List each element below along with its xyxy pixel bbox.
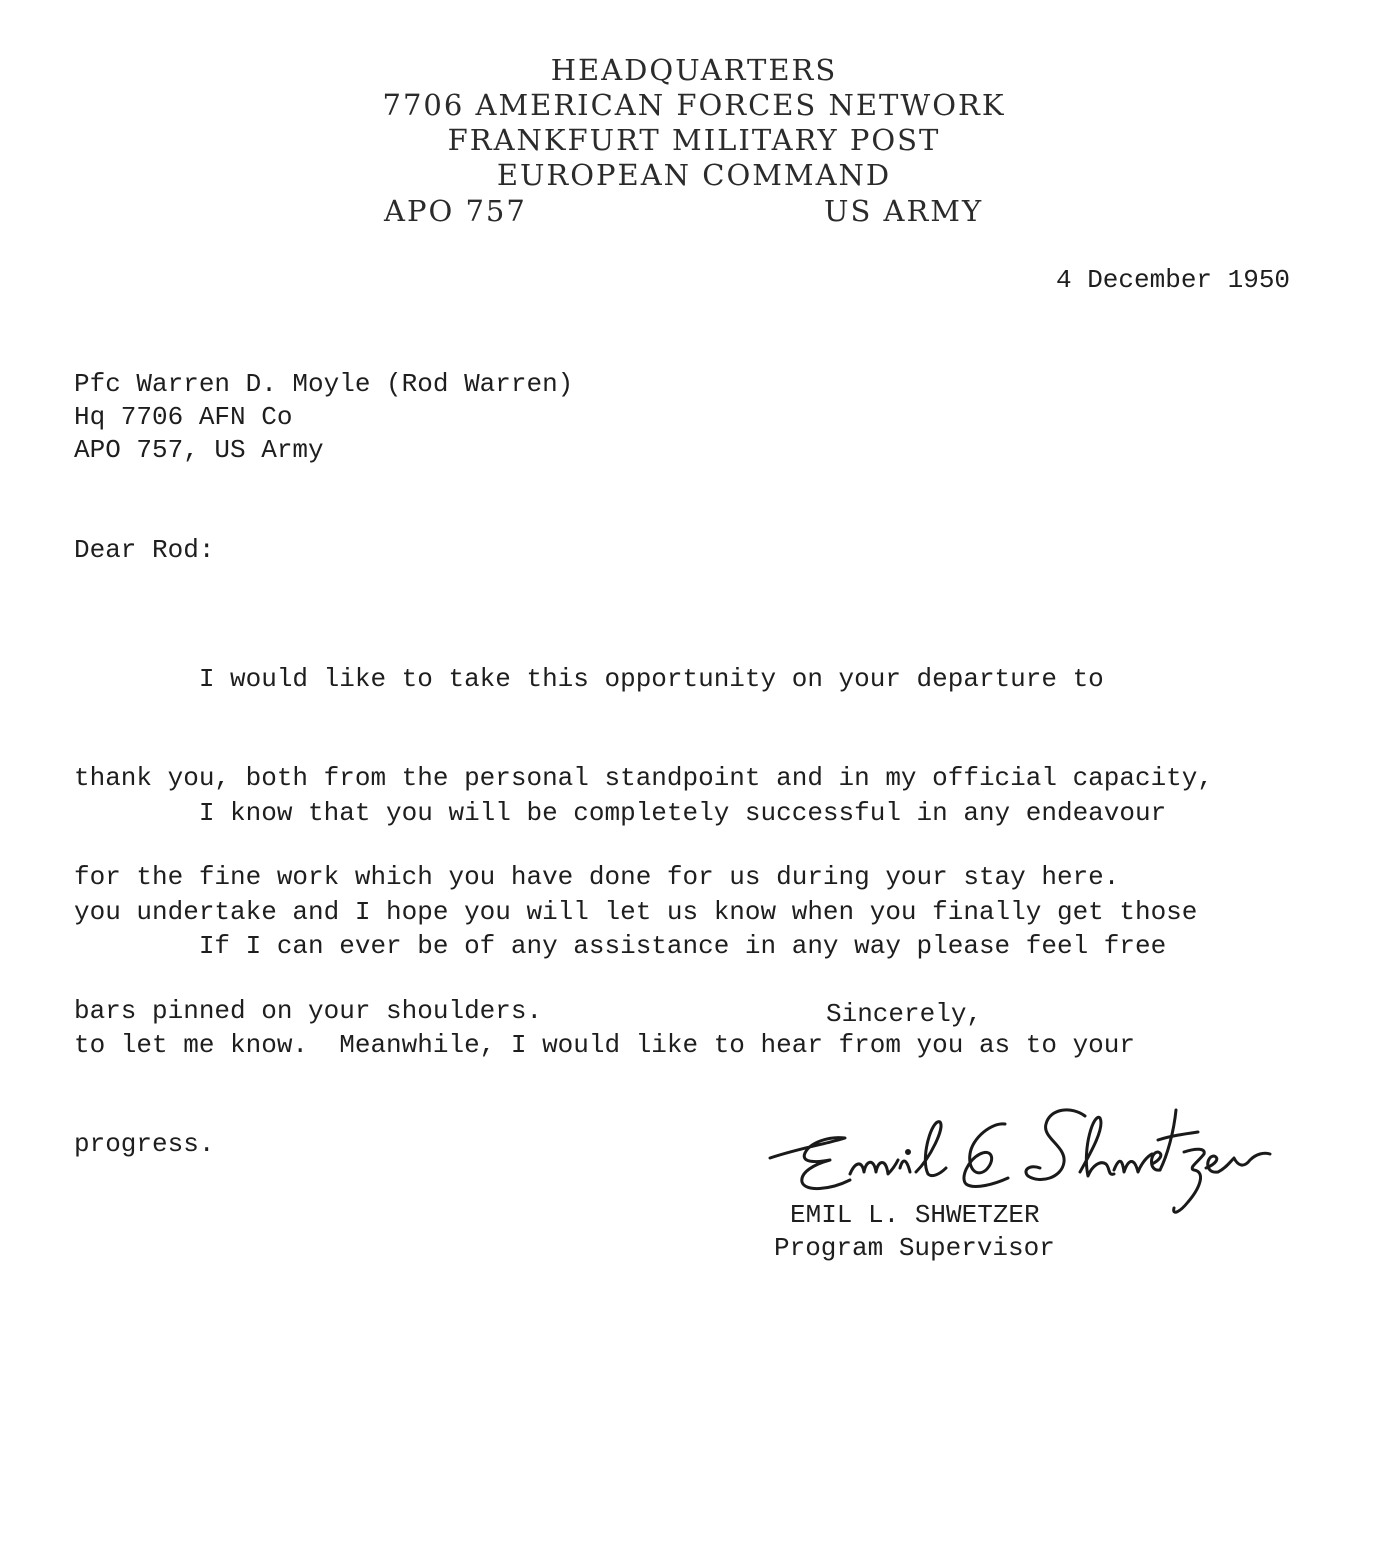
paragraph-line: thank you, both from the personal standpoint and in my official capacity, bbox=[74, 763, 1213, 793]
paragraph-line: bars pinned on your shoulders. bbox=[74, 996, 543, 1026]
closing: Sincerely, bbox=[826, 999, 983, 1029]
addressee-unit: Hq 7706 AFN Co bbox=[74, 402, 293, 432]
letterhead-apo: APO 757 bbox=[384, 194, 527, 228]
paragraph-line: you undertake and I hope you will let us know when you finally get those bbox=[74, 897, 1198, 927]
letterhead-command: EUROPEAN COMMAND bbox=[496, 158, 892, 192]
salutation: Dear Rod: bbox=[74, 535, 215, 565]
letterhead-headquarters: HEADQUARTERS bbox=[550, 53, 838, 87]
paragraph-line: for the fine work which you have done for us during your stay here. bbox=[74, 862, 1120, 892]
paragraph-line: I know that you will be completely successful in any endeavour bbox=[74, 798, 1167, 828]
addressee-apo: APO 757, US Army bbox=[74, 435, 324, 465]
paragraph-line: progress. bbox=[74, 1129, 215, 1159]
letterhead-army: US ARMY bbox=[824, 194, 984, 228]
letterhead-unit: 7706 AMERICAN FORCES NETWORK bbox=[382, 88, 1006, 122]
letterhead-post: FRANKFURT MILITARY POST bbox=[447, 123, 941, 157]
addressee-name: Pfc Warren D. Moyle (Rod Warren) bbox=[74, 369, 574, 399]
paragraph-line: to let me know. Meanwhile, I would like to hear from you as to your bbox=[74, 1030, 1135, 1060]
signer-name: EMIL L. SHWETZER bbox=[790, 1200, 1040, 1230]
letter-date: 4 December 1950 bbox=[1056, 265, 1291, 295]
paragraph-line: If I can ever be of any assistance in any way please feel free bbox=[74, 931, 1167, 961]
paragraph-line: I would like to take this opportunity on your departure to bbox=[74, 664, 1104, 694]
signer-title: Program Supervisor bbox=[774, 1233, 1055, 1263]
